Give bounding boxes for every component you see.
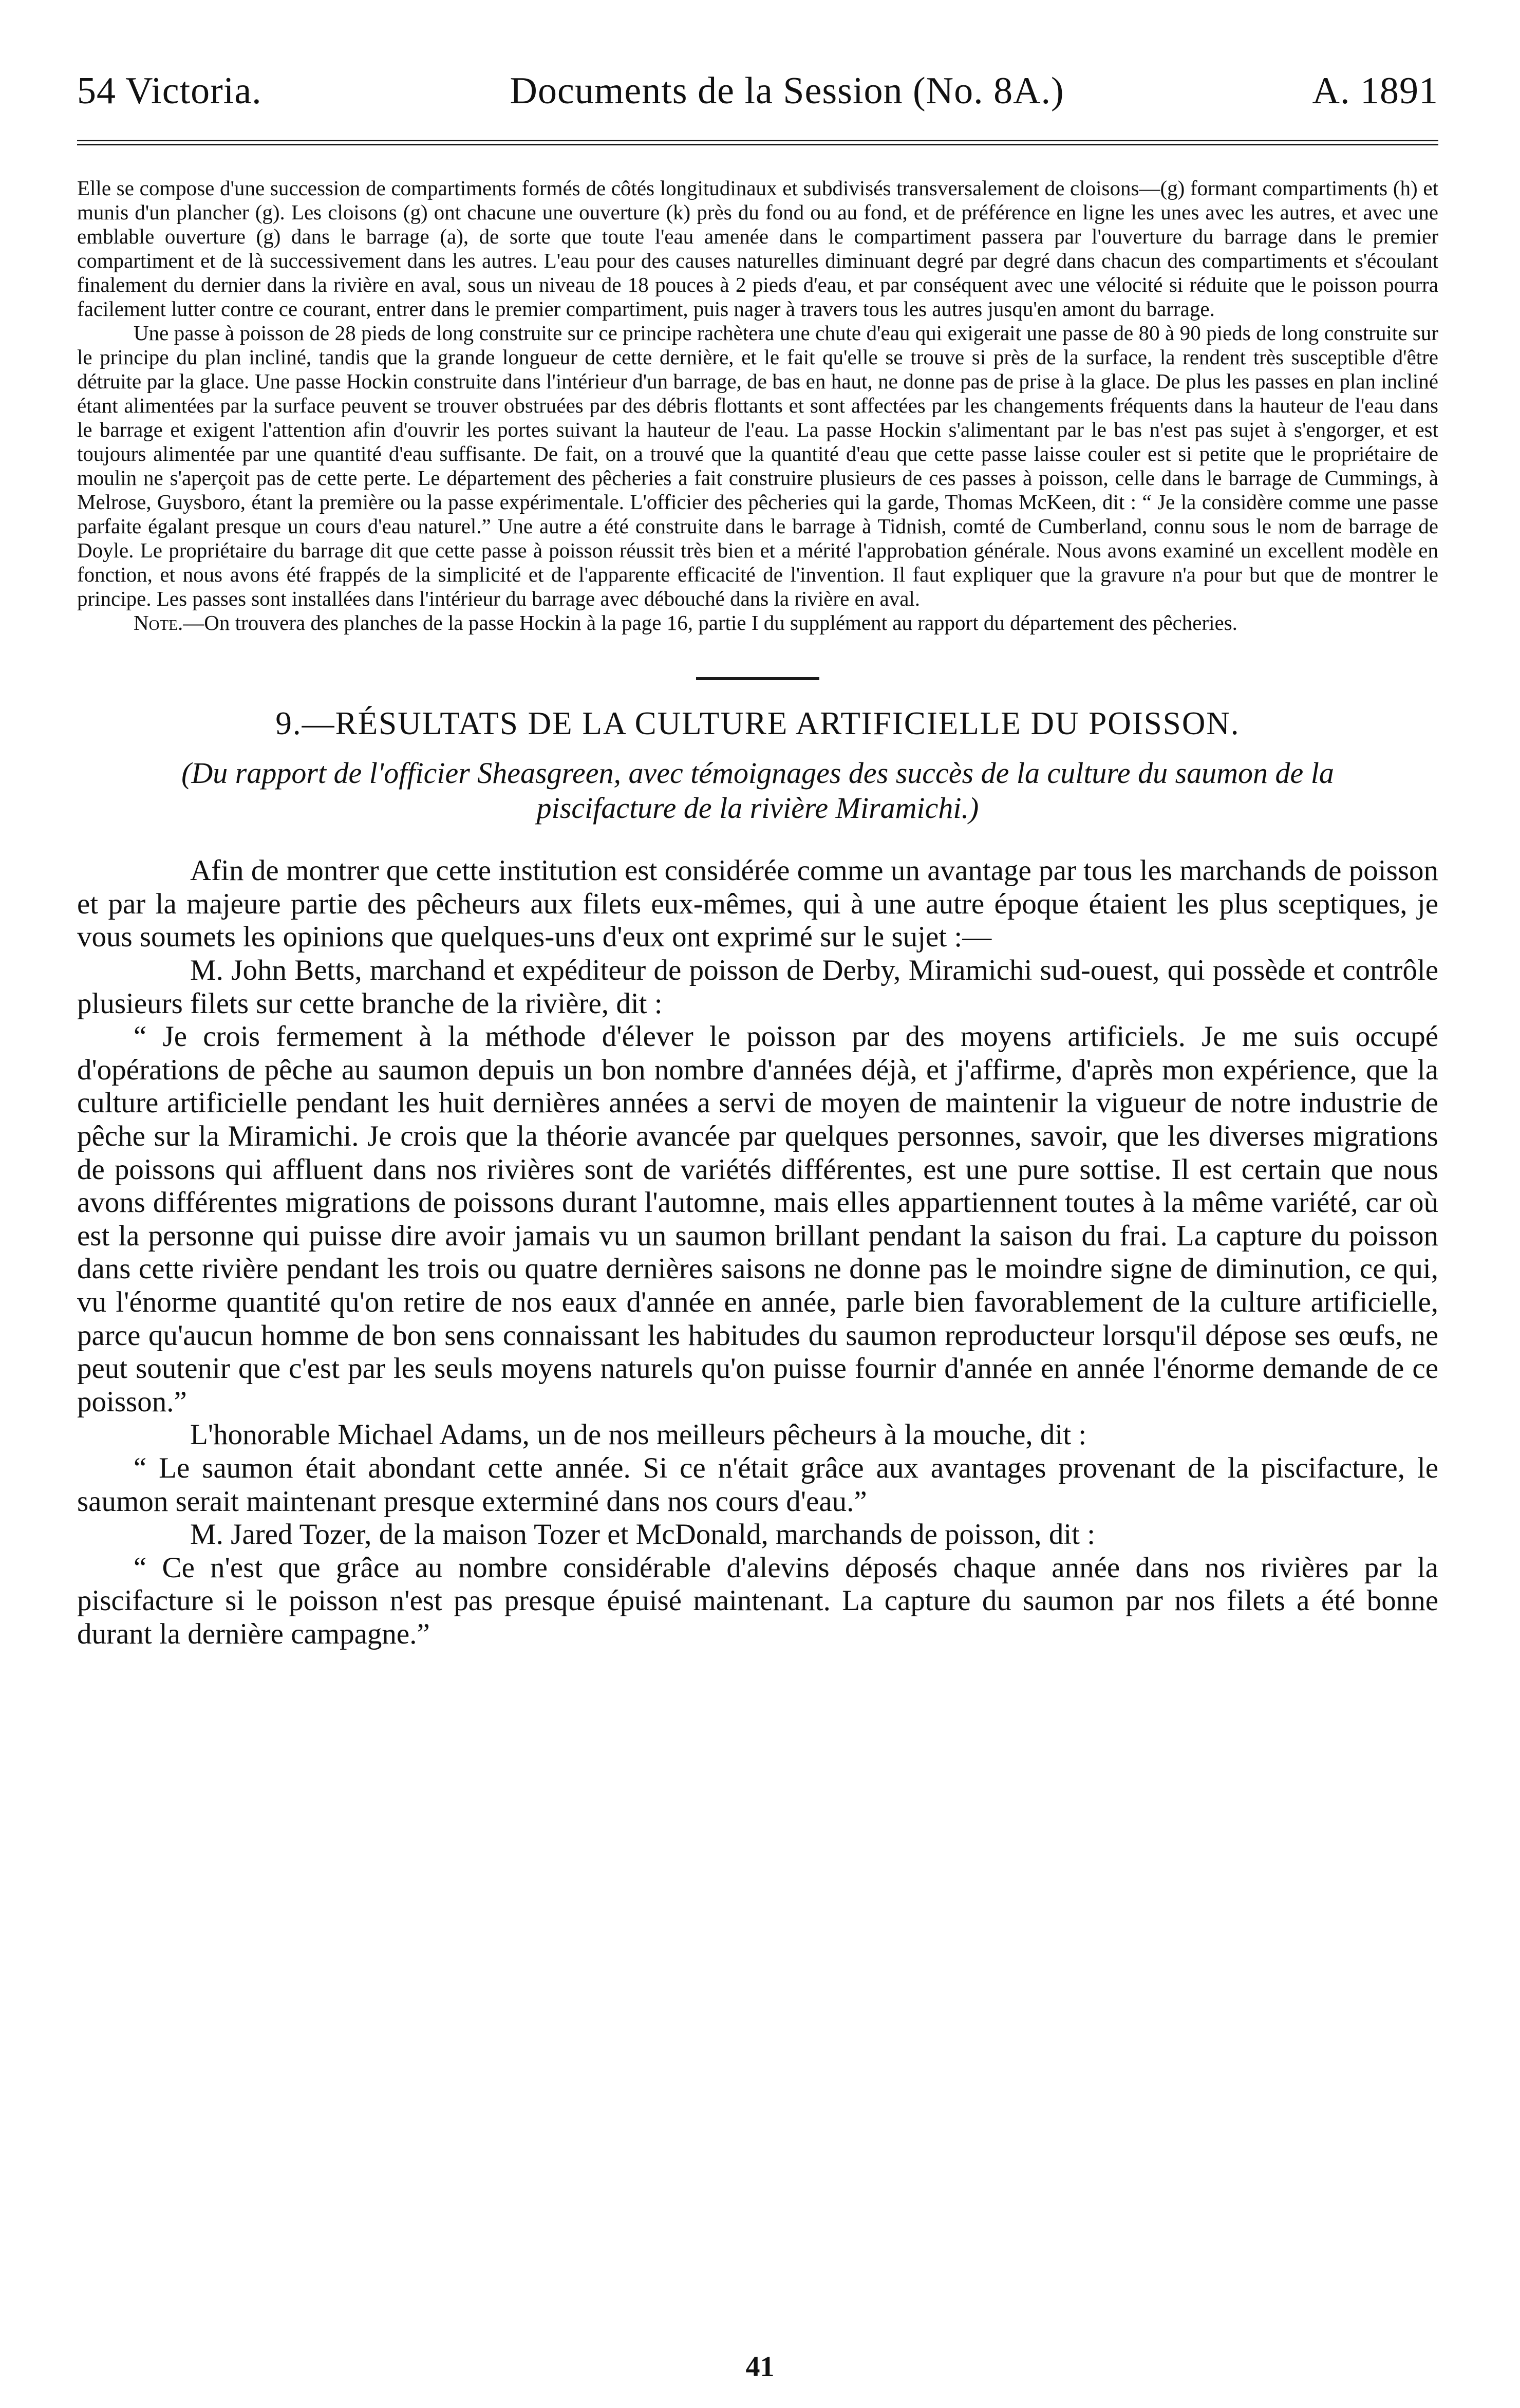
running-header (77, 72, 1438, 110)
header-title: Documents de la Session (No. 8A.) (510, 70, 1064, 112)
fishway-description-paragraph: Elle se compose d'une succession de compartiments formés de côtés longitudinaux et subdivisés transversalement de cloisons—(g) formant compartiments (h) et munis d'un plancher (g). Les cloisons (g) ont chacune une ouverture (k) près du fond ou au fond, et de préférence en ligne les unes avec les autres, et avec une emblable ouverture (g) dans le barrage (a), de sorte que toute l'eau amenée dans le compartiment passera par l'ouverture du barrage dans le premier compartiment et de là successivement dans les autres. L'eau pour des causes naturelles diminuant degré par degré dans chacun des compartiments et s'écoulant finalement du dernier dans la rivière en aval, sous un niveau de 18 pouces à 2 pieds d'eau, et par conséquent avec une vélocité si réduite que le poisson pourra facilement lutter contre ce courant, entrer dans le premier compartiment, puis nager à travers tous les autres jusqu'en amont du barrage. (77, 176, 1438, 321)
body-quote-betts: “ Je crois fermement à la méthode d'élever le poisson par des moyens artificiels. Je me suis occupé d'opérations de pêche au saumon depuis un bon nombre d'années déjà, et j'affirme, d'après mon expérience, que la culture artificielle pendant les huit dernières années a servi de moyen de maintenir la vigueur de notre industrie de pêche sur la Miramichi. Je crois que la théorie avancée par quelques personnes, savoir, que les diverses migrations de poissons qui affluent dans nos rivières sont de variétés différentes, est une pure sottise. Il est certain que nous avons différentes migrations de poissons durant l'automne, mais elles appartiennent toutes à la même variété, car où est la personne qui puisse dire avoir jamais vu un saumon brillant pendant la saison du frai. La capture du poisson dans cette rivière pendant les trois ou quatre dernières saisons ne donne pas le moindre signe de diminution, ce qui, vu l'énorme quantité qu'on retire de nos eaux d'année en année, parle bien favorablement de la culture artificielle, parce qu'aucun homme de bon sens connaissant les habitudes du saumon reproducteur lorsqu'il dépose ses œufs, ne peut soutenir que c'est par les seuls moyens naturels qu'on puisse fournir d'année en année l'énorme demande de ce poisson.” (77, 1020, 1438, 1418)
header-year: A. 1891 (1312, 70, 1438, 112)
body-quote-adams: “ Le saumon était abondant cette année. Si ce n'était grâce aux avantages provenant de la piscifacture, le saumon serait maintenant presque exterminé dans nos cours d'eau.” (77, 1451, 1438, 1518)
hockin-pass-paragraph: Une passe à poisson de 28 pieds de long construite sur ce principe rachètera une chute d'eau qui exigerait une passe de 80 à 90 pieds de long construite sur le principe du plan incliné, tandis que la grande longueur de cette dernière, et le fait qu'elle se trouve si près de la surface, la rendent très susceptible d'être détruite par la glace. Une passe Hockin construite dans l'intérieur d'un barrage, de bas en haut, ne donne pas de prise à la glace. De plus les passes en plan incliné étant alimentées par la surface peuvent se trouver obstruées par des débris flottants et sont affectées par les changements fréquents dans la hauteur de l'eau dans le barrage et exigent l'attention afin d'ouvrir les portes suivant la hauteur de l'eau. La passe Hockin s'alimentant par le bas n'est pas sujet à s'engorger, et est toujours alimentée par une quantité d'eau suffisante. De fait, on a trouvé que la quantité d'eau que cette passe laisse couler est si petite que le propriétaire de moulin ne s'aperçoit pas de cette perte. Le département des pêcheries a fait construire plusieurs de ces passes à poisson, celle dans le barrage de Cummings, à Melrose, Guysboro, étant la première ou la passe expérimentale. L'officier des pêcheries qui la garde, Thomas McKeen, dit : “ Je la considère comme une passe parfaite égalant presque un cours d'eau naturel.” Une autre a été construite dans le barrage à Tidnish, comté de Cumberland, connu sous le nom de barrage de Doyle. Le propriétaire du barrage dit que cette passe à poisson réussit très bien et a mérité l'approbation générale. Nous avons examiné un excellent modèle en fonction, et nous avons été frappés de la simplicité et de l'apparente efficacité de l'invention. Il faut expliquer que la gravure n'a pour but que de montrer le principe. Les passes sont installées dans l'intérieur du barrage avec débouché dans la rivière en aval. (77, 321, 1438, 610)
body-paragraph-adams: L'honorable Michael Adams, un de nos meilleurs pêcheurs à la mouche, dit : (190, 1418, 1087, 1451)
page (77, 72, 1438, 1651)
body-paragraph-intro: Afin de montrer que cette institution est considérée comme un avantage par tous les marchands de poisson et par la majeure partie des pêcheurs aux filets eux-mêmes, qui à une autre époque étaient les plus sceptiques, je vous soumets les opinions que quelques-uns d'eux ont exprimé sur le sujet :— (77, 854, 1438, 954)
header-double-rule (77, 140, 1438, 145)
section-divider (696, 677, 819, 680)
body-quote-tozer: “ Ce n'est que grâce au nombre considérable d'alevins déposés chaque année dans nos rivières par la piscifacture si le poisson n'est pas presque épuisé maintenant. La capture du saumon par nos filets a été bonne durant la dernière campagne.” (77, 1551, 1438, 1650)
body-paragraph-betts: M. John Betts, marchand et expéditeur de poisson de Derby, Miramichi sud-ouest, qui possède et contrôle plusieurs filets sur cette branche de la rivière, dit : (77, 954, 1438, 1020)
section-subtitle: (Du rapport de l'officier Sheasgreen, avec témoignages des succès de la culture du saumon de la piscifacture de la rivière Miramichi.) (181, 756, 1334, 825)
body-paragraph-tozer: M. Jared Tozer, de la maison Tozer et McDonald, marchands de poisson, dit : (190, 1518, 1096, 1551)
note-paragraph (77, 611, 1438, 635)
main-body (77, 854, 1438, 1651)
upper-section (77, 176, 1438, 635)
note-label: Note. (134, 611, 183, 634)
header-volume: 54 Victoria. (77, 70, 262, 112)
note-text: —On trouvera des planches de la passe Hockin à la page 16, partie I du supplément au rapport du département des pêcheries. (183, 611, 1237, 634)
section-title: 9.—RÉSULTATS DE LA CULTURE ARTIFICIELLE DU POISSON. (275, 705, 1240, 741)
page-number: 41 (745, 2351, 775, 2383)
